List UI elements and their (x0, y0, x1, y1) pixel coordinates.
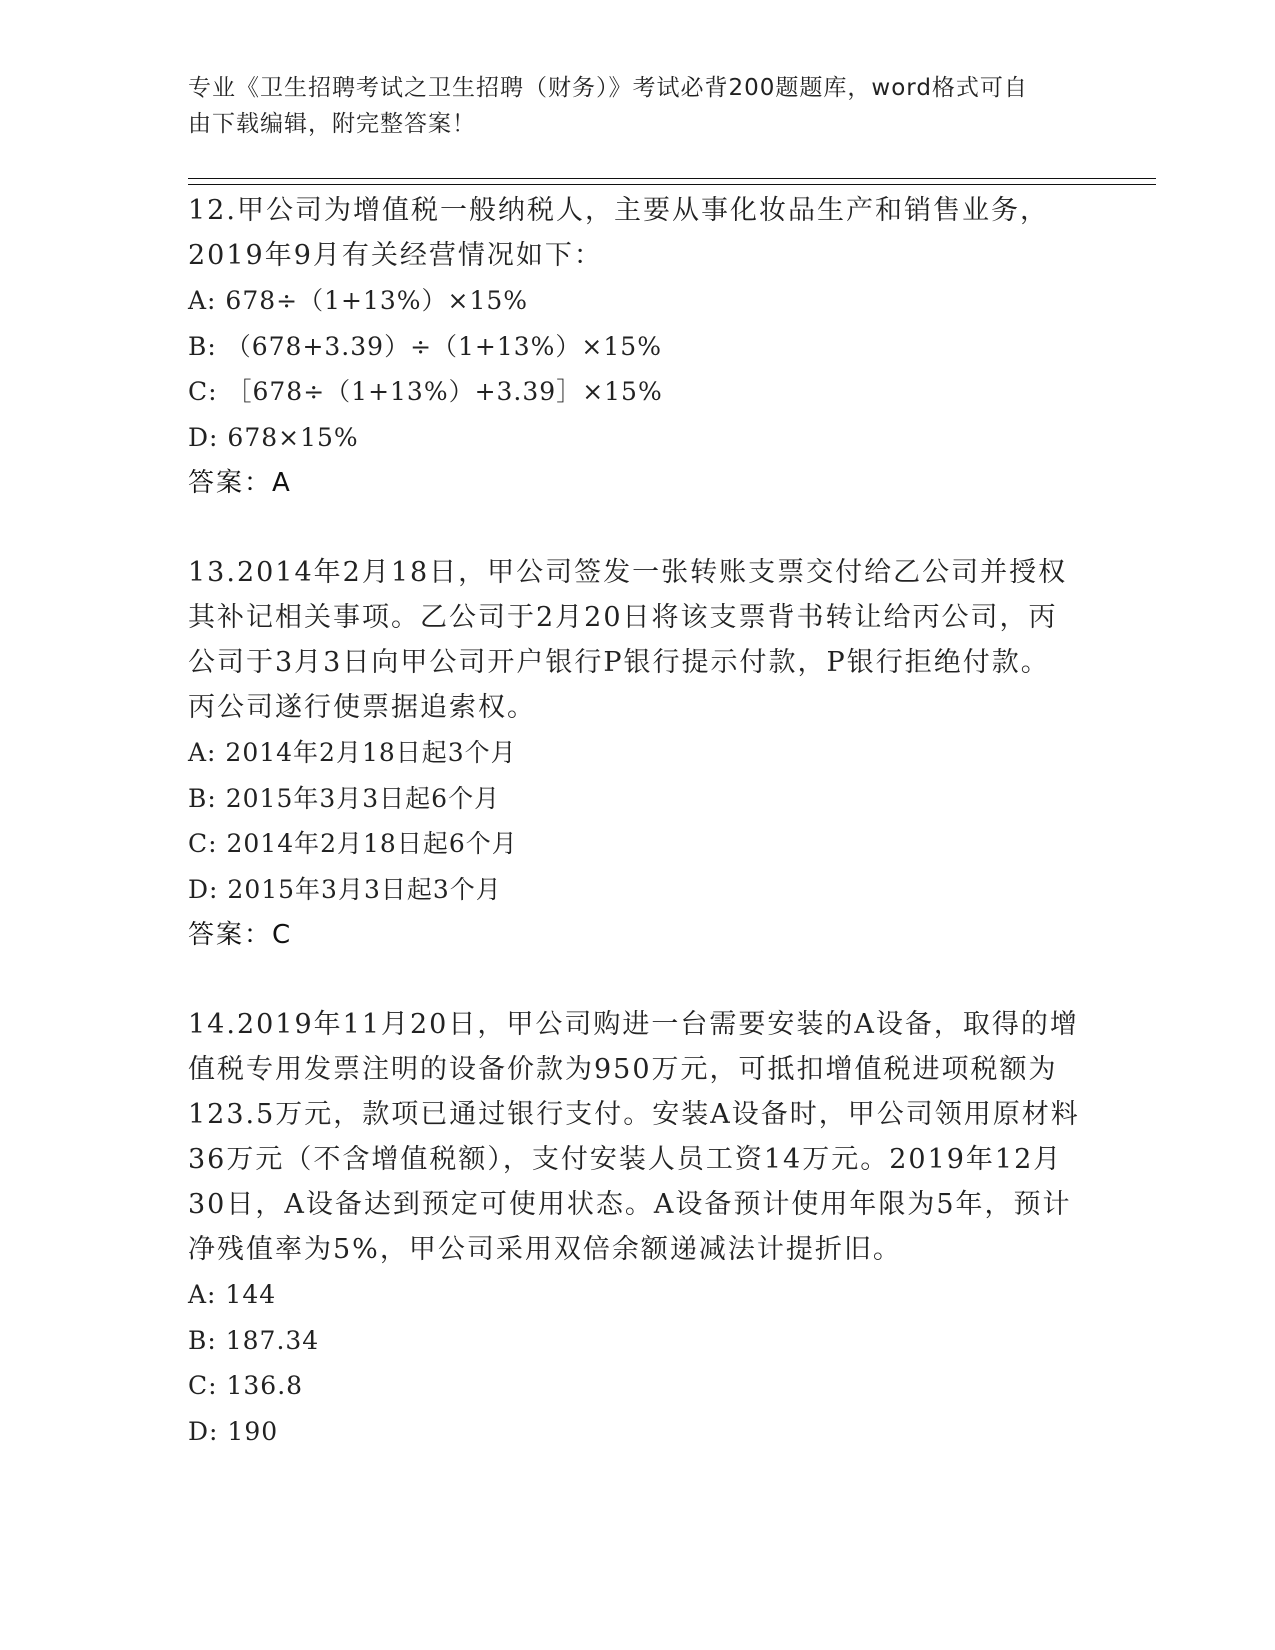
question-12 (188, 188, 1088, 506)
header-line-2: 由下载编辑，附完整答案！ (188, 111, 476, 137)
option-a: A: 144 (188, 1280, 277, 1309)
question-text-line: 30日，A设备达到预定可使用状态。A设备预计使用年限为5年，预计 (188, 1189, 1072, 1220)
question-text-line: 13.2014年2月18日，甲公司签发一张转账支票交付给乙公司并授权 (188, 557, 1068, 588)
question-text-line: 其补记相关事项。乙公司于2月20日将该支票背书转让给丙公司，丙 (188, 602, 1058, 633)
option-a: A: 678÷（1+13%）×15% (188, 286, 529, 315)
option-c: C: 136.8 (188, 1371, 304, 1400)
option-c: C: ［678÷（1+13%）+3.39］×15% (188, 377, 663, 406)
question-14 (188, 1002, 1088, 1454)
question-text-line: 123.5万元，款项已通过银行支付。安装A设备时，甲公司领用原材料 (188, 1099, 1080, 1130)
question-text-line: 14.2019年11月20日，甲公司购进一台需要安装的A设备，取得的增 (188, 1009, 1079, 1040)
option-c: C: 2014年2月18日起6个月 (188, 829, 518, 858)
question-list (188, 188, 1088, 1454)
question-13 (188, 550, 1088, 958)
option-d: D: 190 (188, 1416, 279, 1446)
header-rule-bottom (188, 184, 1156, 185)
spacer (188, 958, 1088, 1002)
question-text-line: 12.甲公司为增值税一般纳税人，主要从事化妆品生产和销售业务， (188, 195, 1049, 226)
document-header (188, 70, 1088, 142)
header-line-1: 专业《卫生招聘考试之卫生招聘（财务）》考试必背200题题库，word格式可自 (188, 75, 1028, 101)
question-text-line: 净残值率为5%，甲公司采用双倍余额递减法计提折旧。 (188, 1234, 902, 1265)
spacer (188, 506, 1088, 550)
option-d: D: 678×15% (188, 422, 359, 452)
question-text-line: 2019年9月有关经营情况如下： (188, 240, 603, 271)
question-text-line: 值税专用发票注明的设备价款为950万元，可抵扣增值税进项税额为 (188, 1054, 1058, 1085)
header-rule-top (188, 178, 1156, 179)
question-text-line: 公司于3月3日向甲公司开户银行P银行提示付款，P银行拒绝付款。 (188, 647, 1050, 678)
question-text-line: 36万元（不含增值税额），支付安装人员工资14万元。2019年12月 (188, 1144, 1063, 1175)
option-b: B: 2015年3月3日起6个月 (188, 783, 501, 813)
answer-label: 答案：A (188, 468, 292, 498)
option-b: B: （678+3.39）÷（1+13%）×15% (188, 331, 662, 361)
answer-label: 答案：C (188, 920, 293, 950)
option-a: A: 2014年2月18日起3个月 (188, 738, 517, 767)
option-b: B: 187.34 (188, 1325, 320, 1355)
option-d: D: 2015年3月3日起3个月 (188, 874, 502, 904)
question-text-line: 丙公司遂行使票据追索权。 (188, 692, 536, 723)
